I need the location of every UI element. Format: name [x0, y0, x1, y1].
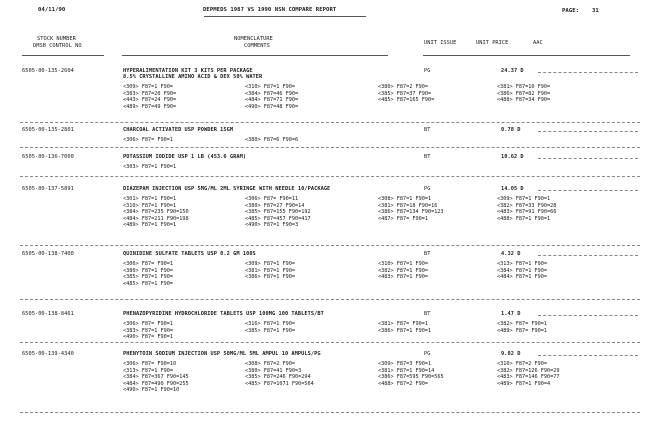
header-rule: [122, 55, 388, 56]
report-date: 04/11/90: [38, 7, 66, 13]
unit-price: 0.78 D: [501, 127, 521, 133]
location-code: <310> F87=1 F90=: [245, 84, 295, 90]
col-comments: COMMENTS: [244, 43, 270, 49]
location-code: <490> F87= F90=1: [123, 334, 173, 341]
location-code: <386> F87=82 F90=: [497, 90, 551, 97]
location-code: <382> F87=33 F90=28: [497, 202, 557, 209]
location-code: <309> F87=1 F90=: [123, 84, 173, 90]
location-code: <386> F87=1 F90=1: [378, 327, 432, 334]
location-code: <483> F87=146 F90=77: [497, 374, 560, 381]
unit-price: 10.62 D: [501, 154, 524, 160]
stock-number: 6505-00-135-2801: [22, 127, 74, 133]
location-code: <380> F87=1 F90=: [123, 267, 173, 274]
price-leader: [538, 255, 638, 256]
location-code: <384> F87=1 F90=: [497, 267, 547, 274]
stock-number: 6505-00-135-2604: [22, 68, 74, 74]
header-rule: [423, 55, 630, 56]
location-code: <484> F87=71 F90=: [245, 97, 299, 104]
nomenclature: DIAZEPAM INJECTION USP 5MG/ML 2ML SYRINGE WITH NEEDLE 10/PACKAGE: [123, 186, 331, 192]
stock-number: 6505-00-139-4340: [22, 351, 74, 357]
price-leader: [538, 158, 638, 159]
location-code: <385> F87=1 F90=: [245, 327, 295, 334]
price-leader: [538, 190, 638, 191]
location-code: <489> F87= F90=1: [497, 327, 547, 334]
location-code: <383> F87=20 F90=: [123, 90, 177, 97]
stock-number: 6505-00-136-7000: [22, 154, 74, 160]
location-code: <384> F87=367 F90=145: [123, 374, 189, 381]
unit-issue: PG: [424, 351, 431, 357]
unit-issue: BT: [424, 154, 431, 160]
col-unit-price: UNIT PRICE: [476, 40, 509, 46]
location-code: <381> F87=1 F90=: [245, 267, 295, 274]
nomenclature: PHENYTOIN SODIUM INJECTION USP 50MG/ML 5ML AMPUL 10 AMPULS/PG: [123, 351, 321, 357]
location-code: <309> F87=1 F90=: [245, 261, 295, 267]
location-code: <484> F87=1 F90=: [497, 274, 547, 281]
location-code: <381> F87=18 F90=16: [378, 202, 438, 209]
unit-price: 1.47 D: [501, 311, 521, 317]
price-leader: [538, 72, 638, 73]
location-code: <487> F87= F90=1: [378, 215, 428, 222]
location-code: <383> F87=1 F90=: [123, 327, 173, 334]
nomenclature: POTASSIUM IODIDE USP 1 LB (453.6 GRAM): [123, 154, 247, 160]
unit-price: 14.05 D: [501, 186, 524, 192]
location-code: <385> F87=155 F90=192: [245, 209, 311, 216]
title-underline: [204, 16, 366, 17]
stock-number: 6505-00-138-7400: [22, 251, 74, 257]
location-code: <484> F87=490 F90=255: [123, 380, 189, 387]
header-rule: [22, 55, 104, 56]
location-code: <485> F87=1 F90=: [123, 280, 173, 287]
location-code: <303> F87=1 F90=1: [123, 164, 177, 170]
unit-price: 24.37 D: [501, 68, 524, 74]
location-code: <306> F87= F90=10: [123, 361, 177, 367]
location-code: <313> F87=1 F90=: [497, 261, 547, 267]
nomenclature: QUINIDINE SULFATE TABLETS USP 0.2 GM 100S: [123, 251, 256, 257]
location-code: <308> F87=1 F90=1: [378, 196, 432, 202]
location-code: <488> F87=34 F90=: [497, 97, 551, 104]
location-code: <385> F87=37 F90=: [378, 90, 432, 97]
location-code: <490> F87=1 F90=10: [123, 387, 180, 394]
location-code: <485> F87=1071 F90=564: [245, 380, 314, 387]
item-divider: [20, 122, 640, 123]
location-code: <489> F87=1 F90=1: [123, 222, 177, 229]
location-code: <484> F87=211 F90=198: [123, 215, 189, 222]
unit-issue: BT: [424, 311, 431, 317]
unit-issue: BT: [424, 251, 431, 257]
location-code: <490> F87=48 F90=: [245, 103, 299, 110]
col-unit-issue: UNIT ISSUE: [424, 40, 457, 46]
price-leader: [538, 355, 638, 356]
location-code: <386> F87=134 F90=123: [378, 209, 444, 216]
location-code: <488> F87=1 F90=1: [497, 215, 551, 222]
location-code: <301> F87=1 F90=1: [123, 196, 177, 202]
location-code: <380> F87=2 F90=: [378, 84, 428, 90]
location-code: <306> F87= F90=1: [123, 261, 173, 267]
item-divider: [20, 147, 640, 148]
location-code: <386> F87=1 F90=: [245, 274, 295, 281]
location-code: <483> F87=91 F90=66: [497, 209, 557, 216]
location-code: <380> F87=27 F90=14: [245, 202, 305, 209]
item-divider: [20, 299, 640, 300]
location-code: <310> F87=1 F90=: [378, 261, 428, 267]
location-code: <382> F87=1 F90=: [378, 267, 428, 274]
nomenclature: HYPERALIMENTATION KIT 3 KITS PER PACKAGE: [123, 68, 253, 74]
page-number: 31: [592, 8, 599, 14]
location-code: <310> F87=2 F90=: [497, 361, 547, 367]
col-stock-number: STOCK NUMBER: [37, 36, 76, 42]
location-code: <308> F87=2 F90=: [245, 361, 295, 367]
location-code: <381> F87=10 F90=: [497, 84, 551, 90]
location-code: <382> F87=126 F90=29: [497, 367, 560, 374]
unit-issue: PG: [424, 186, 431, 192]
location-code: <381> F87= F90=1: [378, 321, 428, 327]
location-code: <443> F87=24 F90=: [123, 97, 177, 104]
nomenclature: CHARCOAL ACTIVATED USP POWDER 15GM: [123, 127, 234, 133]
nomenclature: PHENAZOPYRIDINE HYDROCHLORIDE TABLETS USP 100MG 100 TABLETS/BT: [123, 311, 324, 317]
col-nomenclature: NOMENCLATURE: [234, 36, 273, 42]
location-code: <490> F87=1 F90=3: [245, 222, 299, 229]
location-code: <485> F87=165 F90=: [378, 97, 435, 104]
item-divider: [20, 245, 640, 246]
location-code: <313> F87=1 F90=: [123, 367, 173, 374]
location-code: <385> F87=1 F90=: [123, 274, 173, 281]
location-code: <306> F87= F90=1: [123, 321, 173, 327]
location-code: <483> F87=1 F90=: [378, 274, 428, 281]
location-code: <384> F87=46 F90=: [245, 90, 299, 97]
location-code: <382> F87= F90=1: [497, 321, 547, 327]
location-code: <306> F87= F90=1: [123, 137, 173, 143]
page-label: PAGE:: [562, 8, 580, 14]
location-code: <306> F87= F90=11: [245, 196, 299, 202]
item-divider: [20, 176, 640, 177]
location-code: <310> F87=1 F90=1: [123, 202, 177, 209]
unit-price: 4.32 D: [501, 251, 521, 257]
location-code: <489> F87=49 F90=: [123, 103, 177, 110]
location-code: <386> F87=595 F90=565: [378, 374, 444, 381]
location-code: <381> F87=1 F90=14: [378, 367, 435, 374]
report-title: DEPMEDS 1987 VS 1990 NSN COMPARE REPORT: [203, 7, 337, 13]
location-code: <309> F87=3 F90=1: [378, 361, 432, 367]
price-leader: [538, 315, 638, 316]
price-leader: [538, 131, 638, 132]
item-divider: [20, 342, 640, 343]
location-code: <485> F87=457 F90=417: [245, 215, 311, 222]
location-code: <316> F87=1 F90=: [245, 321, 295, 327]
location-code: <489> F87=1 F90=4: [497, 380, 551, 387]
item-divider: [20, 412, 640, 413]
location-code: <380> F87=41 F90=3: [245, 367, 302, 374]
stock-number: 6505-00-137-5891: [22, 186, 74, 192]
location-code: <380> F87=6 F90=6: [245, 137, 299, 143]
location-code: <384> F87=235 F90=150: [123, 209, 189, 216]
unit-price: 9.02 D: [501, 351, 521, 357]
location-code: <309> F87=1 F90=1: [497, 196, 551, 202]
nomenclature-line-2: 8.5% CRYSTALLINE AMINO ACID & DEX 50% WATER: [123, 74, 263, 80]
unit-issue: BT: [424, 127, 431, 133]
col-dmsb: DMSB CONTROL NO: [33, 43, 82, 49]
location-code: <385> F87=246 F90=294: [245, 374, 311, 381]
col-aac: AAC: [533, 40, 543, 46]
stock-number: 6505-00-138-8461: [22, 311, 74, 317]
location-code: <488> F87=2 F90=: [378, 380, 428, 387]
unit-issue: PG: [424, 68, 431, 74]
